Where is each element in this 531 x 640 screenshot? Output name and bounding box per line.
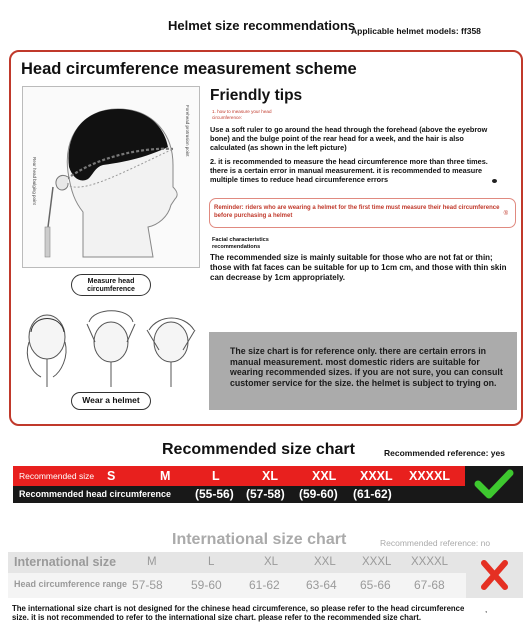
tip1-heading: 1. how to measure your head circumference: <box>212 109 272 120</box>
size-cell: XXL <box>312 469 337 483</box>
check-mark-icon <box>465 466 523 503</box>
card-title: Head circumference measurement scheme <box>21 60 357 78</box>
circumference-cell: 57-58 <box>132 578 163 592</box>
rear-head-label: Rear head bulging point <box>32 157 37 205</box>
international-size-row <box>8 552 466 573</box>
circumference-cell: 65-66 <box>360 578 391 592</box>
wear-helmet-illustration <box>19 302 199 390</box>
header-models: Applicable helmet models: ff358 <box>351 26 481 36</box>
international-status <box>466 552 523 598</box>
recommended-circumference-row <box>13 486 465 503</box>
international-circumference-label: Head circumference range <box>14 579 128 589</box>
size-cell: XXXXL <box>411 556 449 568</box>
size-cell: S <box>107 469 116 483</box>
size-cell: XXXL <box>362 556 392 568</box>
size-cell: XXXL <box>360 469 393 483</box>
head-profile-icon <box>23 87 200 268</box>
cross-mark-icon <box>466 552 523 598</box>
size-cell: L <box>212 469 220 483</box>
facial-heading: Facial characteristics recommendations <box>212 237 269 250</box>
circumference-cell: 61-62 <box>249 578 280 592</box>
circumference-cell: (57-58) <box>246 487 285 501</box>
tip2-body: 2. it is recommended to measure the head circumference more than three times. there is a certain error in manual measurement. it is recommended to measure multiple times to reduce head circumference errors <box>210 157 488 184</box>
size-cell: XL <box>264 556 279 568</box>
recommended-size-table <box>13 466 465 503</box>
helmet-wearing-steps-icon <box>19 302 199 390</box>
circumference-cell: (59-60) <box>299 487 338 501</box>
circumference-cell: (55-56) <box>195 487 234 501</box>
size-cell: M <box>147 556 157 568</box>
size-cell: XXXXL <box>409 469 450 483</box>
international-reference: Recommended reference: no <box>380 538 491 548</box>
recommended-size-label: Recommended size <box>19 471 95 481</box>
wear-helmet-caption: Wear a helmet <box>71 392 151 410</box>
header-title: Helmet size recommendations <box>168 18 356 33</box>
international-chart-title: International size chart <box>172 531 347 548</box>
measure-caption: Measure head circumference <box>71 274 151 296</box>
international-size-label: International size <box>14 555 117 569</box>
recommended-size-row <box>13 466 465 486</box>
reminder-box <box>209 198 516 228</box>
size-cell: XL <box>262 469 278 483</box>
disclaimer-text: The size chart is for reference only. there are certain errors in manual measurement. most domestic riders are suitable for wearing recommended sizes. if you are not sure, you can consult customer service for the size. the helmet is subject to trying on. <box>230 346 503 388</box>
size-cell: XXL <box>314 556 336 568</box>
circumference-cell: 63-64 <box>306 578 337 592</box>
international-circumference-row <box>8 573 466 598</box>
recommended-circumference-label: Recommended head circumference <box>19 489 172 499</box>
size-cell: M <box>160 469 171 483</box>
head-measurement-illustration <box>22 86 200 268</box>
registered-mark-icon: ® <box>503 211 508 217</box>
circumference-cell: (61-62) <box>353 487 392 501</box>
footer-comma: , <box>485 605 488 614</box>
recommended-reference: Recommended reference: yes <box>384 448 505 458</box>
recommended-status <box>465 466 523 503</box>
measurement-card <box>9 50 523 426</box>
tip1-body: Use a soft ruler to go around the head through the forehead (above the eyebrow bone) and the bulge point of the rear head for a week, and the hair is also calculated (as shown in the left picture) <box>210 125 488 152</box>
international-size-table <box>8 552 466 598</box>
footer-note: The international size chart is not designed for the chinese head circumference, so please refer to the head circumference size. it is not recommended to refer to the international size chart. please refer to the recommended size chart. <box>12 604 465 622</box>
reminder-text: Reminder: riders who are wearing a helmet for the first time must measure their head circumference before purchasing a helmet <box>214 205 500 219</box>
circumference-cell: 59-60 <box>191 578 222 592</box>
tips-title: Friendly tips <box>210 87 303 104</box>
disclaimer-box <box>209 332 517 410</box>
bullet-dot-icon <box>492 179 497 183</box>
forehead-label: Forehead protrusion point <box>185 105 190 157</box>
size-cell: L <box>208 556 215 568</box>
facial-body: The recommended size is mainly suitable for those who are not fat or thin; those with fat faces can be suitable for up to 1cm cm, and those with thin skin can decrease by 1cm appropriately. <box>210 253 507 282</box>
recommended-chart-title: Recommended size chart <box>162 441 355 458</box>
circumference-cell: 67-68 <box>414 578 445 592</box>
